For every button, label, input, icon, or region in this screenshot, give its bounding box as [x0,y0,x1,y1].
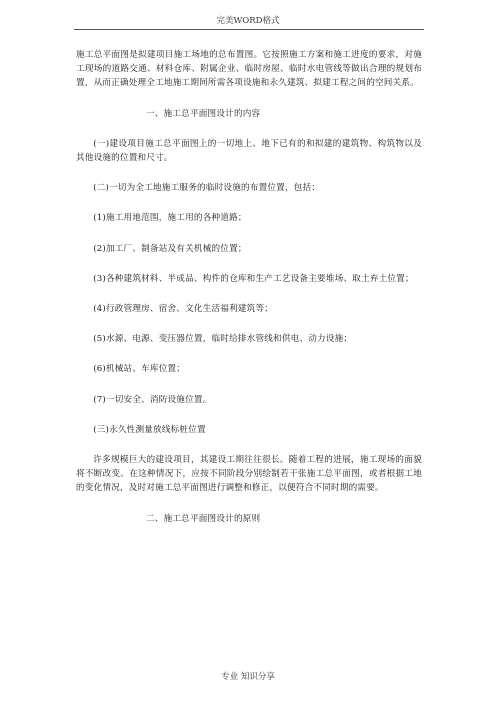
sub-item-5: (5)水源、电源、变压器位置，临时给排水管线和供电、动力设施； [93,334,353,345]
intro-paragraph: 施工总平面图是拟建项目施工场地的总布置图。它按照施工方案和施工进度的要求，对施工现场的道路交通、材料仓库、附属企业、临时房屋、临时水电管线等做出合理的规划布置，从而正确处理全工地施工期间所需各项设施和永久建筑、拟建工程之间的空间关系。 [76,50,422,89]
header-rule [74,29,424,30]
list-item-3: (三)永久性测量放线标桩位置 [93,424,206,435]
sub-item-4: (4)行政管理房、宿舍、文化生活福利建筑等； [93,304,274,315]
list-item-1: (一)建设项目施工总平面图上的一切地上、地下已有的和拟建的建筑物、构筑物以及其他设施的位置和尺寸。 [76,138,422,164]
sub-item-2: (2)加工厂、制备站及有关机械的位置； [93,243,247,254]
sub-item-6: (6)机械站、车库位置； [93,364,186,375]
page-footer: 专业 知识分享 [221,672,275,682]
body-paragraph: 许多规模巨大的建设项目，其建设工期往往很长。随着工程的进展，施工现场的面貌将不断改变。在这种情况下，应按不同阶段分别绘制若干张施工总平面图，或者根据工地的变化情况，及时对施工总平面图进行调整和修正，以便符合不同时期的需要。 [76,455,422,494]
section-heading-1: 一、施工总平面图设计的内容 [146,108,261,119]
document-body [76,48,422,542]
sub-item-1: (1)施工用地范围，施工用的各种道路； [93,213,247,224]
section-heading-2: 二、施工总平面图设计的原则 [146,513,261,524]
page-header: 完美WORD格式 [216,16,280,26]
list-item-2: (二)一切为全工地施工服务的临时设施的布置位置，包括： [93,183,321,194]
sub-item-7: (7)一切安全、消防设施位置。 [93,394,212,405]
sub-item-3: (3)各种建筑材料、半成品、构件的仓库和生产工艺设备主要堆场、取土弃土位置； [93,273,414,284]
